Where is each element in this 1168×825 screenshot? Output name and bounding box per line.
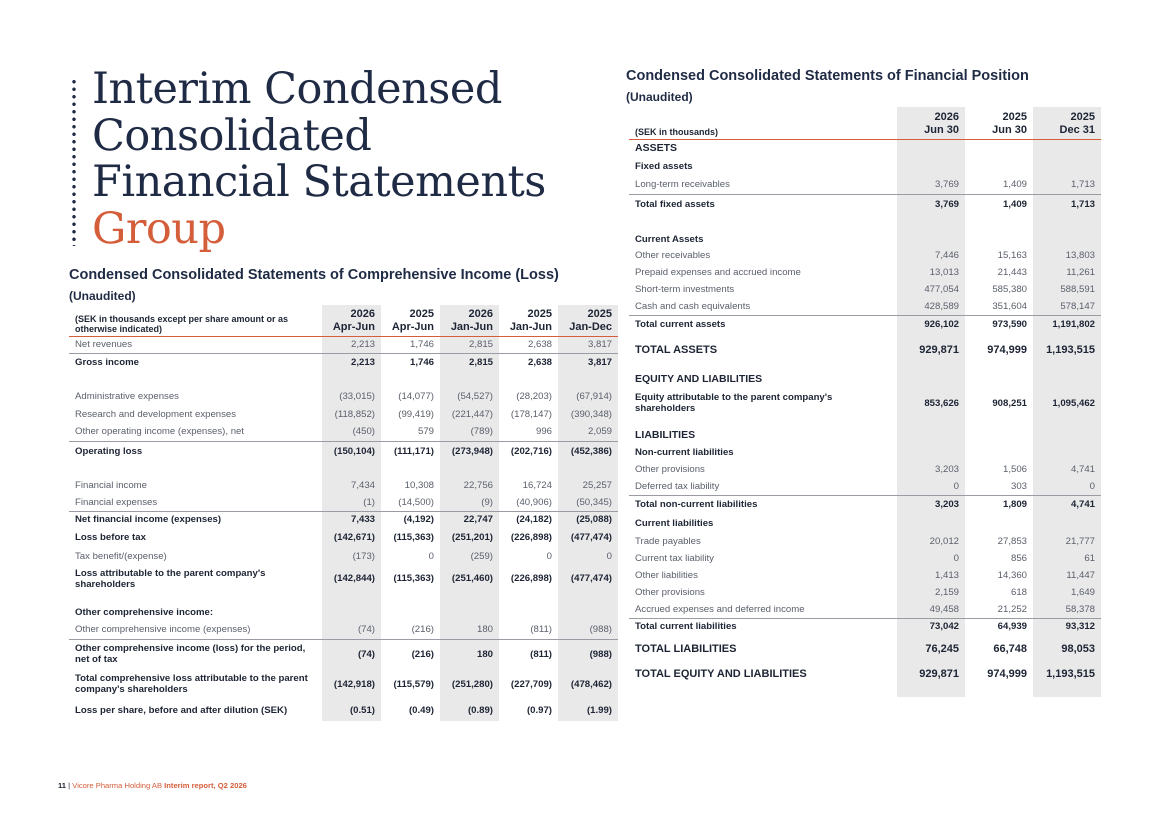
income-statement-subtitle: (Unaudited) [69,289,136,303]
position-col-header: 2026 Jun 30 [897,107,965,139]
table-row: TOTAL LIABILITIES 76,245 66,748 98,053 [629,635,1101,663]
table-row: TOTAL EQUITY AND LIABILITIES 929,871 974,999 1,193,515 [629,663,1101,685]
spacer-row [629,415,1101,427]
income-col-header: 2026 Apr-Jun [322,305,381,336]
table-row: Financial expenses (1) (14,500) (9) (40,906) (50,345) [69,494,618,511]
table-row: Current tax liability 0 856 61 [629,550,1101,567]
income-col-header: 2025 Apr-Jun [381,305,440,336]
table-row: Total non-current liabilities 3,203 1,809 4,741 [629,495,1101,514]
income-header-label: (SEK in thousands except per share amount or as otherwise indicated) [69,305,322,336]
table-row: Current Assets [629,231,1101,247]
table-row: Short-term investments 477,054 585,380 588,591 [629,281,1101,298]
table-row: Other receivables 7,446 15,163 13,803 [629,247,1101,264]
table-row: Long-term receivables 3,769 1,409 1,713 [629,175,1101,194]
position-header-label: (SEK in thousands) [629,107,897,139]
table-row: Total current liabilities 73,042 64,939 93,312 [629,618,1101,635]
table-row: Accrued expenses and deferred income 49,458 21,252 58,378 [629,601,1101,618]
position-statement-title: Condensed Consolidated Statements of Financial Position [626,68,1029,84]
table-row: Loss per share, before and after dilution (SEK) (0.51) (0.49) (0.89) (0.97) (1.99) [69,699,618,721]
title-line-3: Financial Statements [92,157,546,207]
table-row: Trade payables 20,012 27,853 21,777 [629,532,1101,550]
table-row: Operating loss (150,104) (111,171) (273,948) (202,716) (452,386) [69,441,618,461]
table-row: Loss attributable to the parent company's shareholders (142,844) (115,363) (251,460) (226,898) (477,474) [69,565,618,592]
position-col-header: 2025 Jun 30 [965,107,1033,139]
table-row: Deferred tax liability 0 303 0 [629,478,1101,495]
table-row: ASSETS [629,139,1101,157]
table-row: Equity attributable to the parent company's shareholders 853,626 908,251 1,095,462 [629,391,1101,415]
table-row: Other comprehensive income (loss) for the period, net of tax (74) (216) 180 (811) (988) [69,639,618,669]
table-row: Other provisions 2,159 618 1,649 [629,584,1101,601]
table-row: Cash and cash equivalents 428,589 351,604 578,147 [629,298,1101,315]
page-title [92,66,546,252]
spacer-row [629,214,1101,231]
table-row: Prepaid expenses and accrued income 13,013 21,443 11,261 [629,264,1101,281]
spacer-row [69,592,618,604]
spacer-row [69,461,618,477]
income-col-header: 2026 Jan-Jun [440,305,499,336]
spacer-row [69,371,618,388]
table-row: Gross income 2,213 1,746 2,815 2,638 3,817 [69,353,618,371]
table-row: Fixed assets [629,157,1101,175]
spacer-row [629,685,1101,697]
position-col-header: 2025 Dec 31 [1033,107,1101,139]
table-row: Current liabilities [629,514,1101,532]
title-line-1: Interim Condensed [92,64,502,114]
page-number: 11 [58,781,67,790]
table-row: Loss before tax (142,671) (115,363) (251,201) (226,898) (477,474) [69,528,618,547]
company-name: Vicore Pharma Holding AB [72,781,163,790]
table-row: Other provisions 3,203 1,506 4,741 [629,461,1101,478]
table-row: Total fixed assets 3,769 1,409 1,713 [629,194,1101,214]
title-line-2: Consolidated [92,110,372,161]
table-row: Research and development expenses (118,852) (99,419) (221,447) (178,147) (390,348) [69,405,618,423]
dotted-divider [71,78,77,246]
table-row: Net revenues 2,213 1,746 2,815 2,638 3,817 [69,336,618,353]
table-row: Net financial income (expenses) 7,433 (4,192) 22,747 (24,182) (25,088) [69,511,618,528]
table-row: Other liabilities 1,413 14,360 11,447 [629,567,1101,584]
position-statement-table [629,107,1101,697]
page-footer [58,781,247,790]
income-header-row [69,305,618,336]
table-row: LIABILITIES [629,427,1101,444]
income-col-header: 2025 Jan-Jun [499,305,558,336]
table-row: Tax benefit/(expense) (173) 0 (259) 0 0 [69,547,618,565]
table-row: EQUITY AND LIABILITIES [629,367,1101,391]
table-row: Total current assets 926,102 973,590 1,191,802 [629,315,1101,333]
income-statement-title: Condensed Consolidated Statements of Comprehensive Income (Loss) [69,267,559,283]
table-row: Financial income 7,434 10,308 22,756 16,724 25,257 [69,477,618,494]
table-row: TOTAL ASSETS 929,871 974,999 1,193,515 [629,333,1101,367]
footer-separator: | [68,781,71,790]
table-row: Total comprehensive loss attributable to the parent company's shareholders (142,918) (115,579) (251,280) (227,709) (478,462) [69,669,618,699]
income-statement-table [69,305,618,721]
income-col-header: 2025 Jan-Dec [558,305,618,336]
table-row: Non-current liabilities [629,444,1101,461]
title-accent: Group [92,203,226,254]
position-statement-subtitle: (Unaudited) [626,90,693,104]
position-header-row [629,107,1101,139]
table-row: Other operating income (expenses), net (450) 579 (789) 996 2,059 [69,423,618,441]
report-name: Interim report, Q2 2026 [164,781,247,790]
table-row: Other comprehensive income: [69,604,618,621]
table-row: Administrative expenses (33,015) (14,077) (54,527) (28,203) (67,914) [69,388,618,405]
table-row: Other comprehensive income (expenses) (74) (216) 180 (811) (988) [69,621,618,639]
